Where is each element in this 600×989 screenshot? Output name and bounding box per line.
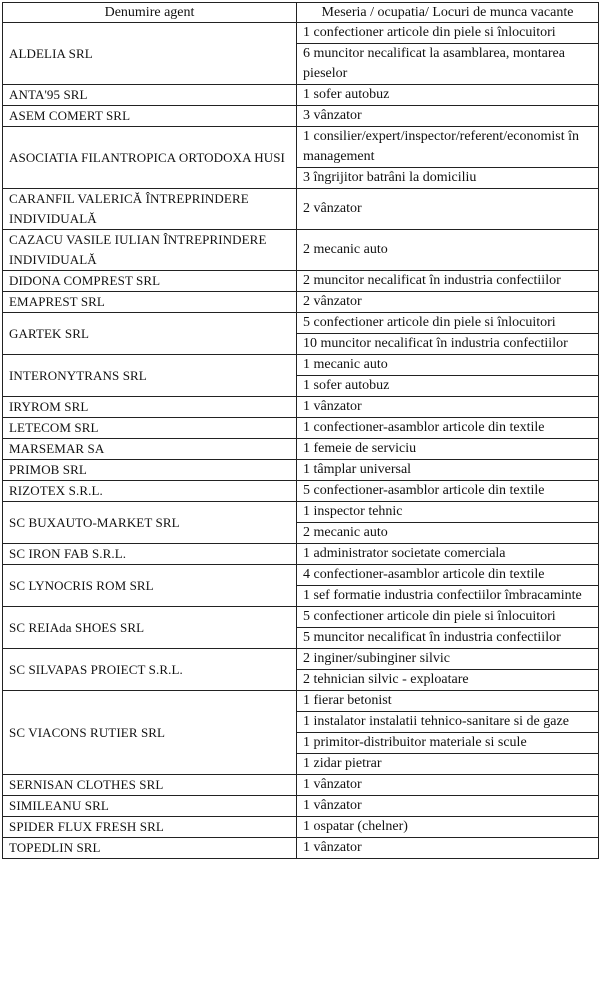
- table-row: [3, 817, 599, 838]
- job-vacancy-cell: 1 sef formatie industria confectiilor îmbracaminte: [297, 586, 599, 607]
- table-row: [3, 649, 599, 670]
- table-row: [3, 230, 599, 271]
- job-vacancy-cell: 5 confectioner-asamblor articole din textile: [297, 481, 599, 502]
- agent-name-cell: TOPEDLIN SRL: [3, 838, 297, 859]
- job-vacancy-cell: 3 îngrijitor batrâni la domiciliu: [297, 168, 599, 189]
- job-vacancy-cell: 1 vânzator: [297, 397, 599, 418]
- table-row: [3, 439, 599, 460]
- table-row: [3, 544, 599, 565]
- job-vacancy-cell: 6 muncitor necalificat la asamblarea, montarea pieselor: [297, 44, 599, 85]
- table-row: [3, 355, 599, 376]
- agent-name-cell: CARANFIL VALERICĂ ÎNTREPRINDERE INDIVIDUALĂ: [3, 189, 297, 230]
- table-row: [3, 127, 599, 168]
- agent-name-cell: ALDELIA SRL: [3, 23, 297, 85]
- agent-name-cell: SC VIACONS RUTIER SRL: [3, 691, 297, 775]
- table-row: [3, 775, 599, 796]
- agent-name-cell: ANTA'95 SRL: [3, 85, 297, 106]
- table-body: [3, 23, 599, 859]
- job-vacancy-cell: 1 confectioner-asamblor articole din textile: [297, 418, 599, 439]
- agent-name-cell: MARSEMAR SA: [3, 439, 297, 460]
- table-row: [3, 271, 599, 292]
- job-vacancy-cell: 4 confectioner-asamblor articole din textile: [297, 565, 599, 586]
- table-row: [3, 106, 599, 127]
- table-row: [3, 565, 599, 586]
- job-vacancy-cell: 2 mecanic auto: [297, 230, 599, 271]
- agent-name-cell: PRIMOB SRL: [3, 460, 297, 481]
- agent-name-cell: SC REIAda SHOES SRL: [3, 607, 297, 649]
- agent-name-cell: CAZACU VASILE IULIAN ÎNTREPRINDERE INDIVIDUALĂ: [3, 230, 297, 271]
- agent-name-cell: GARTEK SRL: [3, 313, 297, 355]
- agent-name-cell: SIMILEANU SRL: [3, 796, 297, 817]
- agent-name-cell: SC BUXAUTO-MARKET SRL: [3, 502, 297, 544]
- agent-name-cell: SERNISAN CLOTHES SRL: [3, 775, 297, 796]
- job-vacancy-cell: 5 confectioner articole din piele si înlocuitori: [297, 313, 599, 334]
- table-row: [3, 189, 599, 230]
- agent-name-cell: SPIDER FLUX FRESH SRL: [3, 817, 297, 838]
- column-header-agent: Denumire agent: [3, 3, 297, 23]
- agent-name-cell: ASOCIATIA FILANTROPICA ORTODOXA HUSI: [3, 127, 297, 189]
- job-vacancy-cell: 1 consilier/expert/inspector/referent/economist în management: [297, 127, 599, 168]
- agent-name-cell: EMAPREST SRL: [3, 292, 297, 313]
- job-vacancy-cell: 10 muncitor necalificat în industria confectiilor: [297, 334, 599, 355]
- agent-name-cell: SC SILVAPAS PROIECT S.R.L.: [3, 649, 297, 691]
- table-row: [3, 313, 599, 334]
- agent-name-cell: DIDONA COMPREST SRL: [3, 271, 297, 292]
- agent-name-cell: RIZOTEX S.R.L.: [3, 481, 297, 502]
- table-row: [3, 23, 599, 44]
- job-vacancy-cell: 2 vânzator: [297, 189, 599, 230]
- agent-name-cell: SC IRON FAB S.R.L.: [3, 544, 297, 565]
- job-vacancy-cell: 2 inginer/subinginer silvic: [297, 649, 599, 670]
- table-row: [3, 691, 599, 712]
- job-vacancy-cell: 1 vânzator: [297, 838, 599, 859]
- table-row: [3, 460, 599, 481]
- job-vacancy-cell: 2 muncitor necalificat în industria confectiilor: [297, 271, 599, 292]
- job-vacancies-table: [2, 2, 599, 859]
- agent-name-cell: LETECOM SRL: [3, 418, 297, 439]
- header-row: [3, 3, 599, 23]
- job-vacancy-cell: 5 confectioner articole din piele si înlocuitori: [297, 607, 599, 628]
- job-vacancy-cell: 1 inspector tehnic: [297, 502, 599, 523]
- table-row: [3, 85, 599, 106]
- job-vacancy-cell: 1 administrator societate comerciala: [297, 544, 599, 565]
- table-row: [3, 607, 599, 628]
- job-vacancy-cell: 3 vânzator: [297, 106, 599, 127]
- job-vacancy-cell: 1 zidar pietrar: [297, 754, 599, 775]
- table-row: [3, 418, 599, 439]
- job-vacancy-cell: 2 tehnician silvic - exploatare: [297, 670, 599, 691]
- job-vacancy-cell: 2 mecanic auto: [297, 523, 599, 544]
- table-row: [3, 838, 599, 859]
- job-vacancy-cell: 1 mecanic auto: [297, 355, 599, 376]
- job-vacancy-cell: 1 instalator instalatii tehnico-sanitare si de gaze: [297, 712, 599, 733]
- job-vacancy-cell: 1 femeie de serviciu: [297, 439, 599, 460]
- job-vacancy-cell: 1 vânzator: [297, 796, 599, 817]
- agent-name-cell: INTERONYTRANS SRL: [3, 355, 297, 397]
- table-row: [3, 796, 599, 817]
- column-header-jobs: Meseria / ocupatia/ Locuri de munca vacante: [297, 3, 599, 23]
- job-vacancy-cell: 1 primitor-distribuitor materiale si scule: [297, 733, 599, 754]
- job-vacancy-cell: 1 sofer autobuz: [297, 85, 599, 106]
- job-vacancy-cell: 1 ospatar (chelner): [297, 817, 599, 838]
- job-vacancy-cell: 1 confectioner articole din piele si înlocuitori: [297, 23, 599, 44]
- agent-name-cell: SC LYNOCRIS ROM SRL: [3, 565, 297, 607]
- job-vacancy-cell: 1 vânzator: [297, 775, 599, 796]
- agent-name-cell: IRYROM SRL: [3, 397, 297, 418]
- table-row: [3, 502, 599, 523]
- agent-name-cell: ASEM COMERT SRL: [3, 106, 297, 127]
- table-row: [3, 397, 599, 418]
- job-vacancy-cell: 1 fierar betonist: [297, 691, 599, 712]
- job-vacancy-cell: 2 vânzator: [297, 292, 599, 313]
- table-row: [3, 292, 599, 313]
- job-vacancy-cell: 5 muncitor necalificat în industria confectiilor: [297, 628, 599, 649]
- job-vacancy-cell: 1 tâmplar universal: [297, 460, 599, 481]
- job-vacancy-cell: 1 sofer autobuz: [297, 376, 599, 397]
- table-row: [3, 481, 599, 502]
